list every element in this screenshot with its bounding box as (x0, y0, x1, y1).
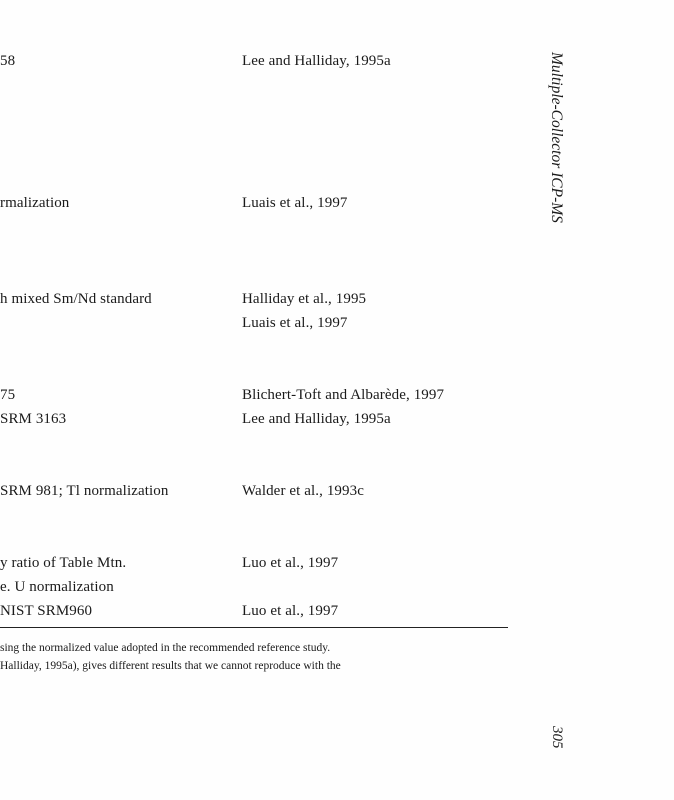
running-head: Multiple-Collector ICP-MS (548, 52, 565, 223)
footnote-line-1: sing the normalized value adopted in the recommended reference study. (0, 642, 331, 654)
row-3-reference-1: Halliday et al., 1995 (242, 291, 367, 307)
row-4-reference-1: Blichert-Toft and Albarède, 1997 (242, 387, 445, 403)
row-4-reference-2: Lee and Halliday, 1995a (242, 411, 391, 427)
row-1-note: 58 (0, 53, 16, 69)
row-6-note-2: e. U normalization (0, 579, 114, 595)
row-6-note-1: y ratio of Table Mtn. (0, 555, 127, 571)
row-2-reference: Luais et al., 1997 (242, 195, 348, 211)
row-1-reference: Lee and Halliday, 1995a (242, 53, 391, 69)
row-4-note-1: 75 (0, 387, 16, 403)
row-7-reference: Luo et al., 1997 (242, 603, 339, 619)
row-7-note: NIST SRM960 (0, 603, 93, 619)
row-2-note: rmalization (0, 195, 70, 211)
table-bottom-rule (0, 627, 508, 628)
row-6-reference: Luo et al., 1997 (242, 555, 339, 571)
page-number: 305 (549, 726, 565, 749)
row-5-reference: Walder et al., 1993c (242, 483, 364, 499)
row-5-note: SRM 981; Tl normalization (0, 483, 169, 499)
row-4-note-2: SRM 3163 (0, 411, 67, 427)
row-3-note: h mixed Sm/Nd standard (0, 291, 152, 307)
row-3-reference-2: Luais et al., 1997 (242, 315, 348, 331)
footnote-line-2: Halliday, 1995a), gives different results that we cannot reproduce with the (0, 660, 341, 672)
